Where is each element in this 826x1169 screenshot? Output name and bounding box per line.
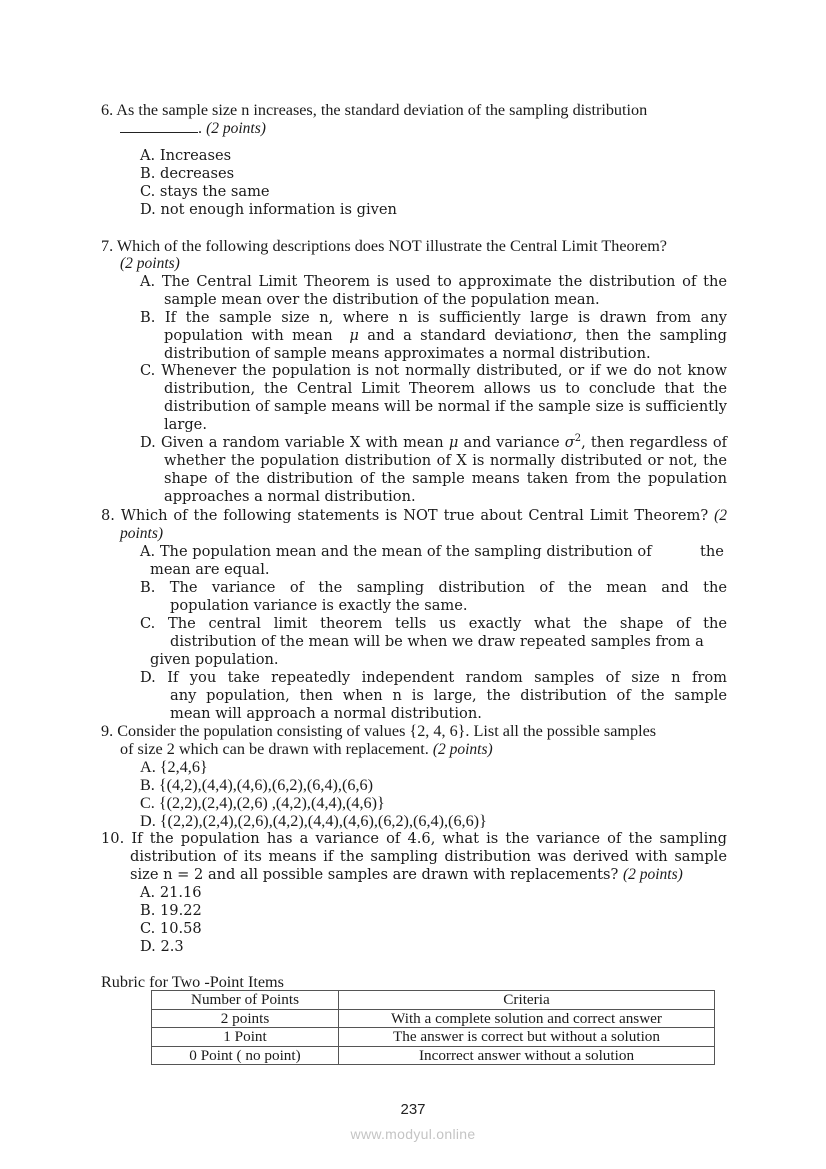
table-row [152, 1009, 715, 1028]
question-9-stem: 9. Consider the population consisting of values {2, 4, 6}. List all the possible samples [101, 722, 657, 740]
question-10-stem-line3: size n = 2 and all possible samples are drawn with replacements? (2 points) [130, 866, 683, 883]
choice-d: D. If you take repeatedly independent random samples of size n from [140, 669, 727, 686]
choice-d: D. Given a random variable X with mean μ and variance $\sigma^2$, then regardless of [140, 433, 728, 451]
choice-c: C. stays the same [140, 183, 270, 200]
choice-a-cont: sample mean over the distribution of the population mean. [164, 291, 600, 308]
choice-b: B. The variance of the sampling distribution of the mean and the [140, 579, 727, 596]
choice-c: C. {(2,2),(2,4),(2,6) ,(4,2),(4,4),(4,6)} [140, 794, 385, 812]
question-9-stem-line2: of size 2 which can be drawn with replacement. (2 points) [120, 740, 493, 758]
criteria-cell: With a complete solution and correct answer [339, 1009, 715, 1028]
page-number: 237 [400, 1101, 426, 1118]
choice-b: B. If the sample size n, where n is sufficiently large is drawn from any [140, 309, 727, 326]
question-6-stem-line2: . (2 points) [120, 119, 266, 138]
question-7-stem: 7. Which of the following descriptions does NOT illustrate the Central Limit Theorem? [101, 237, 667, 255]
choice-a: A. Increases [140, 147, 232, 164]
column-header: Number of Points [152, 991, 339, 1010]
choice-d: D. 2.3 [140, 938, 184, 955]
choice-b-cont: population with mean μ and a standard deviationσ, then the sampling [164, 327, 728, 344]
choice-c-cont: distribution of the mean will be when we draw repeated samples from a [170, 633, 704, 650]
table-row [152, 1028, 715, 1047]
choice-b-cont2: distribution of sample means approximates a normal distribution. [164, 345, 651, 362]
choice-b-cont: population variance is exactly the same. [170, 597, 468, 614]
points-label: (2 points) [622, 866, 683, 883]
rubric-table [151, 990, 715, 1065]
choice-d: D. not enough information is given [140, 201, 397, 218]
choice-d: D. {(2,2),(2,4),(2,6),(4,2),(4,4),(4,6),(6,2),(6,4),(6,6)} [140, 812, 487, 830]
choice-d-cont3: approaches a normal distribution. [164, 488, 416, 505]
choice-c: C. 10.58 [140, 920, 202, 937]
mu-symbol: μ [448, 434, 459, 451]
points-label: (2 points) [432, 741, 493, 758]
choice-b: B. 19.22 [140, 902, 202, 919]
points-cell: 0 Point ( no point) [152, 1046, 339, 1065]
points-label: points) [120, 525, 164, 542]
choice-a: A. 21.16 [140, 884, 202, 901]
choice-c-cont2: given population. [150, 651, 279, 668]
criteria-cell: Incorrect answer without a solution [339, 1046, 715, 1065]
choice-c-cont2: distribution of sample means will be normal if the sample size is sufficiently [164, 398, 727, 415]
question-10-stem-line2: distribution of its means if the sampling distribution was derived with sample [130, 848, 727, 865]
choice-c: C. The central limit theorem tells us exactly what the shape of the [140, 615, 727, 632]
points-label: (2 points) [120, 255, 180, 272]
sigma-symbol: σ [564, 434, 575, 451]
question-6-stem: 6. As the sample size n increases, the standard deviation of the sampling distribution [101, 101, 648, 119]
points-cell: 2 points [152, 1009, 339, 1028]
sigma-symbol: σ [562, 327, 573, 344]
question-8-stem: 8. Which of the following statements is NOT true about Central Limit Theorem? (2 [101, 507, 728, 524]
mu-symbol: μ [349, 327, 359, 344]
table-header-row [152, 991, 715, 1010]
table-row [152, 1046, 715, 1065]
choice-a-cont: mean are equal. [150, 561, 270, 578]
choice-a: A. The population mean and the mean of the sampling distribution of [140, 543, 652, 560]
choice-c-cont: distribution, the Central Limit Theorem allows us to conclude that the [164, 380, 727, 397]
choice-a-tail: the [700, 543, 724, 560]
points-cell: 1 Point [152, 1028, 339, 1047]
choice-a: A. The Central Limit Theorem is used to approximate the distribution of the [140, 273, 727, 290]
choice-d-cont2: mean will approach a normal distribution. [170, 705, 482, 722]
points-label: (2 points) [206, 120, 266, 137]
choice-d-cont2: shape of the distribution of the sample means taken from the population [164, 470, 727, 487]
choice-c: C. Whenever the population is not normally distributed, or if we do not know [140, 362, 727, 379]
footer-watermark: www.modyul.online [350, 1126, 476, 1142]
choice-b: B. {(4,2),(4,4),(4,6),(6,2),(6,4),(6,6) [140, 776, 373, 794]
choice-b: B. decreases [140, 165, 235, 182]
choice-a: A. {2,4,6} [140, 758, 208, 776]
criteria-cell: The answer is correct but without a solution [339, 1028, 715, 1047]
choice-c-cont3: large. [164, 416, 207, 433]
column-header: Criteria [339, 991, 715, 1010]
choice-d-cont: whether the population distribution of X is normally distributed or not, the [164, 452, 727, 469]
rubric-title: Rubric for Two -Point Items [101, 973, 284, 991]
answer-blank [120, 120, 198, 133]
choice-d-cont: any population, then when n is large, the distribution of the sample [170, 687, 727, 704]
question-10-stem: 10. If the population has a variance of 4.6, what is the variance of the sampling [101, 830, 727, 847]
